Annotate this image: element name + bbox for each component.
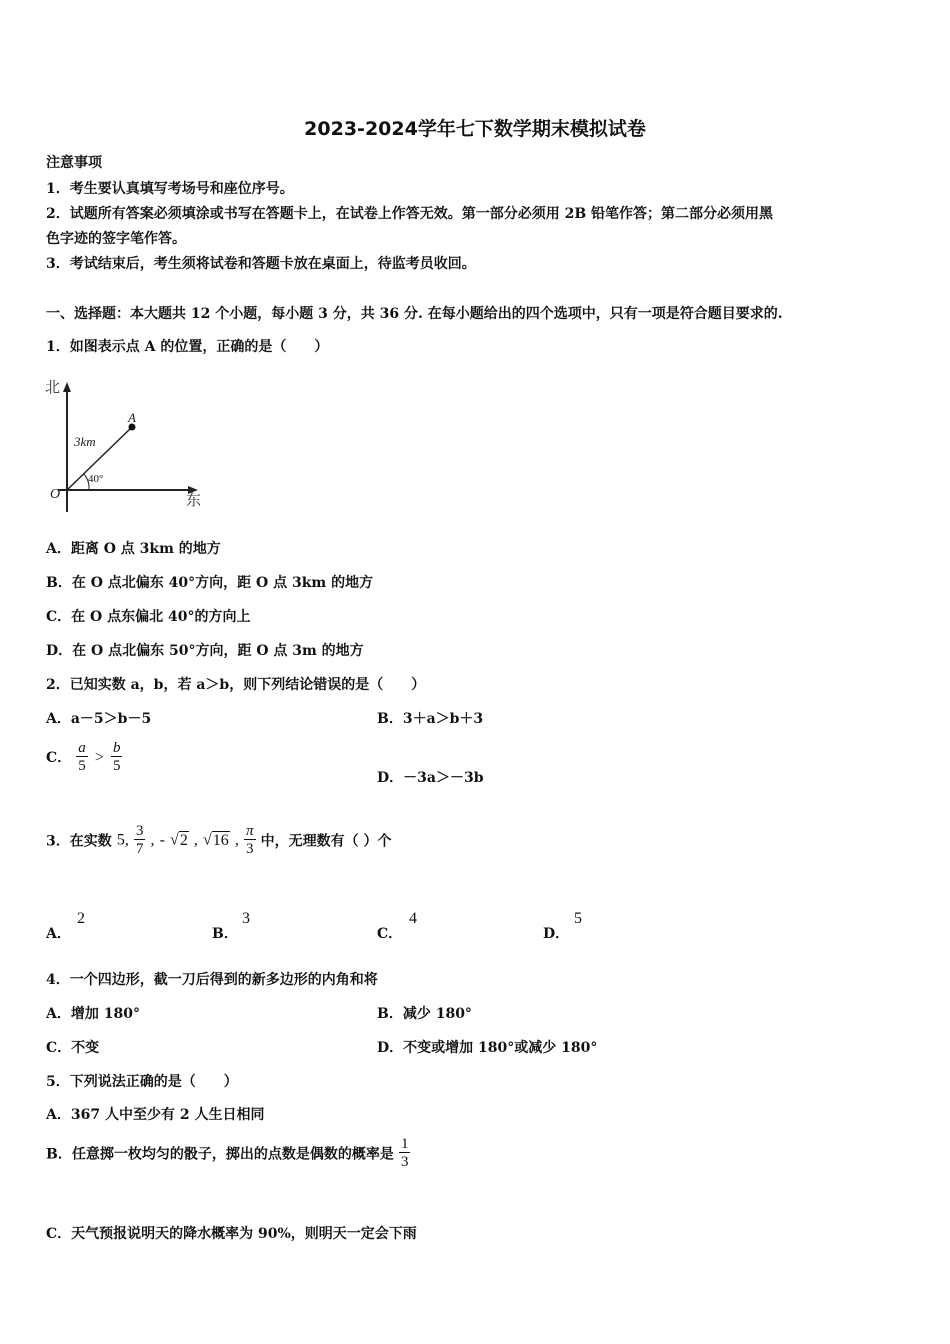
q4-stem: 4．一个四边形，截一刀后得到的新多边形的内角和将 — [46, 972, 378, 988]
q2-option-a: A．a－5＞b－5 — [46, 711, 152, 727]
fraction-1-over-3: $\frac{1}{3}$ — [400, 1136, 409, 1170]
notice-item-1: 1．考生要认真填写考场号和座位序号。 — [46, 181, 294, 197]
q1-stem: 1．如图表示点 A 的位置，正确的是（ ） — [46, 339, 329, 355]
q5-option-c: C．天气预报说明天的降水概率为 90%，则明天一定会下雨 — [46, 1226, 417, 1242]
north-label: 北 — [45, 378, 61, 396]
q5-option-b-text: B．任意掷一枚均匀的骰子，掷出的点数是偶数的概率是 — [46, 1146, 394, 1163]
q3-option-b-label: B． — [212, 926, 238, 942]
q3-stem-prefix: 3．在实数 — [46, 833, 112, 850]
q4-option-a: A．增加 180° — [46, 1006, 140, 1022]
q3-option-d-value: 5 — [574, 910, 582, 927]
q1-option-a: A．距离 O 点 3km 的地方 — [46, 541, 221, 557]
q3-stem-suffix: 中，无理数有（ ）个 — [260, 833, 392, 850]
q3-stem: 3．在实数 5, $\frac{3}{7}$ , - √2 , √16 , $\frac{\pi}{3}$ 中，无理数有（ ）个 — [46, 823, 392, 857]
q5-stem: 5．下列说法正确的是（ ） — [46, 1074, 238, 1090]
q1-option-c: C．在 O 点东偏北 40°的方向上 — [46, 609, 251, 625]
q2-option-c — [46, 741, 122, 774]
q1-figure — [40, 372, 210, 517]
east-label: 东 — [186, 491, 202, 509]
q5-option-b — [46, 1137, 410, 1170]
fraction-3-over-7: $\frac{3}{7}$ — [135, 823, 144, 857]
q3-option-c-label: C． — [377, 926, 403, 942]
q4-option-b: B．减少 180° — [377, 1006, 472, 1022]
notice-item-2-line-1: 2．试题所有答案必须填涂或书写在答题卡上，在试卷上作答无效。第一部分必须用 2B 铅笔作答；第二部分必须用黑 — [46, 206, 774, 222]
notice-heading: 注意事项 — [46, 155, 102, 171]
sqrt-2: √2 — [170, 831, 188, 849]
q3-option-a-value: 2 — [77, 910, 85, 927]
q3-option-d-label: D． — [543, 926, 570, 942]
notice-item-3: 3．考试结束后，考生须将试卷和答题卡放在桌面上，待监考员收回。 — [46, 256, 476, 272]
q1-option-b: B．在 O 点北偏东 40°方向，距 O 点 3km 的地方 — [46, 575, 374, 591]
number-5: 5, — [116, 831, 129, 849]
q4-option-d: D．不变或增加 180°或减少 180° — [377, 1040, 598, 1056]
q2-option-b: B．3＋a＞b＋3 — [377, 711, 484, 727]
negative-sign: - — [159, 831, 165, 849]
q2-option-d: D．－3a＞－3b — [377, 770, 484, 786]
origin-label: O — [50, 487, 61, 502]
greater-than: > — [94, 749, 104, 766]
q3-option-b-value: 3 — [242, 910, 250, 927]
fraction-b-over-5: $\frac{b}{5}$ — [112, 740, 121, 774]
distance-label: 3km — [74, 434, 96, 449]
q3-option-a-label: A． — [46, 926, 71, 942]
angle-label: 40° — [88, 473, 104, 485]
fraction-a-over-5: $\frac{a}{5}$ — [78, 740, 86, 774]
north-arrow-icon — [63, 382, 71, 392]
fraction-pi-over-3: $\frac{\pi}{3}$ — [245, 823, 254, 857]
point-a-label: A — [128, 410, 136, 425]
page-title: 2023-2024学年七下数学期末模拟试卷 — [304, 118, 646, 140]
sqrt-16: √16 — [203, 831, 229, 849]
q1-option-d: D．在 O 点北偏东 50°方向，距 O 点 3m 的地方 — [46, 643, 364, 659]
q2-option-c-label: C． — [46, 750, 72, 766]
q4-option-c: C．不变 — [46, 1040, 100, 1056]
q3-option-c-value: 4 — [409, 910, 417, 927]
notice-item-2-line-2: 色字迹的签字笔作答。 — [46, 231, 186, 247]
section-heading: 一、选择题：本大题共 12 个小题，每小题 3 分，共 36 分. 在每小题给出的四个选项中，只有一项是符合题目要求的. — [46, 306, 783, 322]
q2-stem: 2．已知实数 a，b，若 a＞b，则下列结论错误的是（ ） — [46, 677, 426, 693]
q5-option-a: A．367 人中至少有 2 人生日相同 — [46, 1107, 265, 1123]
